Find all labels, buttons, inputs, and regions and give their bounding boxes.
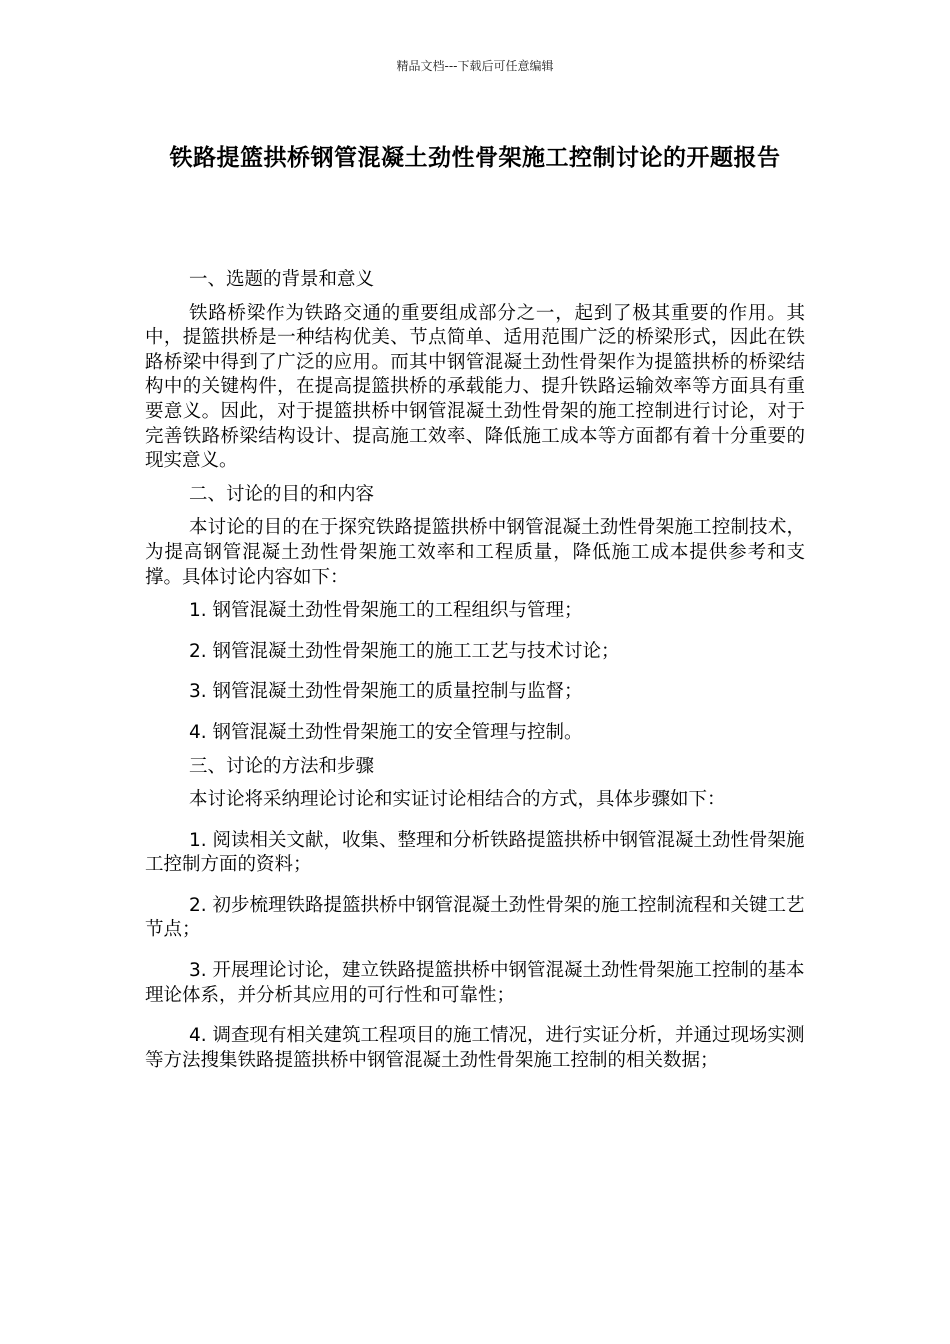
section-heading-background: 一、选题的背景和意义: [189, 269, 375, 290]
header-note: 精品文档---下载后可任意编辑: [396, 59, 554, 73]
list-item: 2. 初步梳理铁路提篮拱桥中钢管混凝土劲性骨架的施工控制流程和关键工艺节点；: [145, 894, 805, 941]
list-item: 1. 钢管混凝土劲性骨架施工的工程组织与管理；: [189, 600, 583, 622]
list-item: 2. 钢管混凝土劲性骨架施工的施工工艺与技术讨论；: [189, 640, 620, 662]
document-title: 铁路提篮拱桥钢管混凝土劲性骨架施工控制讨论的开题报告: [169, 145, 781, 171]
paragraph-method: 本讨论将采纳理论讨论和实证讨论相结合的方式，具体步骤如下：: [189, 789, 726, 811]
section-heading-method: 三、讨论的方法和步骤: [189, 755, 375, 777]
list-item: 1. 阅读相关文献，收集、整理和分析铁路提篮拱桥中钢管混凝土劲性骨架施工控制方面的资料；: [145, 829, 805, 876]
section-heading-purpose: 二、讨论的目的和内容: [189, 483, 375, 505]
document-body: [145, 268, 805, 1089]
paragraph-background: 铁路桥梁作为铁路交通的重要组成部分之一，起到了极其重要的作用。其中，提篮拱桥是一种结构优美、节点简单、适用范围广泛的桥梁形式，因此在铁路桥梁中得到了广泛的应用。而其中钢管混凝土劲性骨架作为提篮拱桥的桥梁结构中的关键构件，在提高提篮拱桥的承载能力、提升铁路运输效率等方面具有重要意义。因此，对于提篮拱桥中钢管混凝土劲性骨架的施工控制进行讨论，对于完善铁路桥梁结构设计、提高施工效率、降低施工成本等方面都有着十分重要的现实意义。: [145, 302, 805, 472]
list-item: 4. 钢管混凝土劲性骨架施工的安全管理与控制。: [189, 721, 583, 743]
list-item: 4. 调查现有相关建筑工程项目的施工情况，进行实证分析，并通过现场实测等方法搜集铁路提篮拱桥中钢管混凝土劲性骨架施工控制的相关数据；: [145, 1025, 805, 1071]
list-item: 3. 开展理论讨论，建立铁路提篮拱桥中钢管混凝土劲性骨架施工控制的基本理论体系，并分析其应用的可行性和可靠性；: [145, 960, 805, 1006]
paragraph-purpose: 本讨论的目的在于探究铁路提篮拱桥中钢管混凝土劲性骨架施工控制技术，为提高钢管混凝土劲性骨架施工效率和工程质量，降低施工成本提供参考和支撑。具体讨论内容如下：: [145, 517, 805, 588]
list-item: 3. 钢管混凝土劲性骨架施工的质量控制与监督；: [189, 681, 583, 703]
